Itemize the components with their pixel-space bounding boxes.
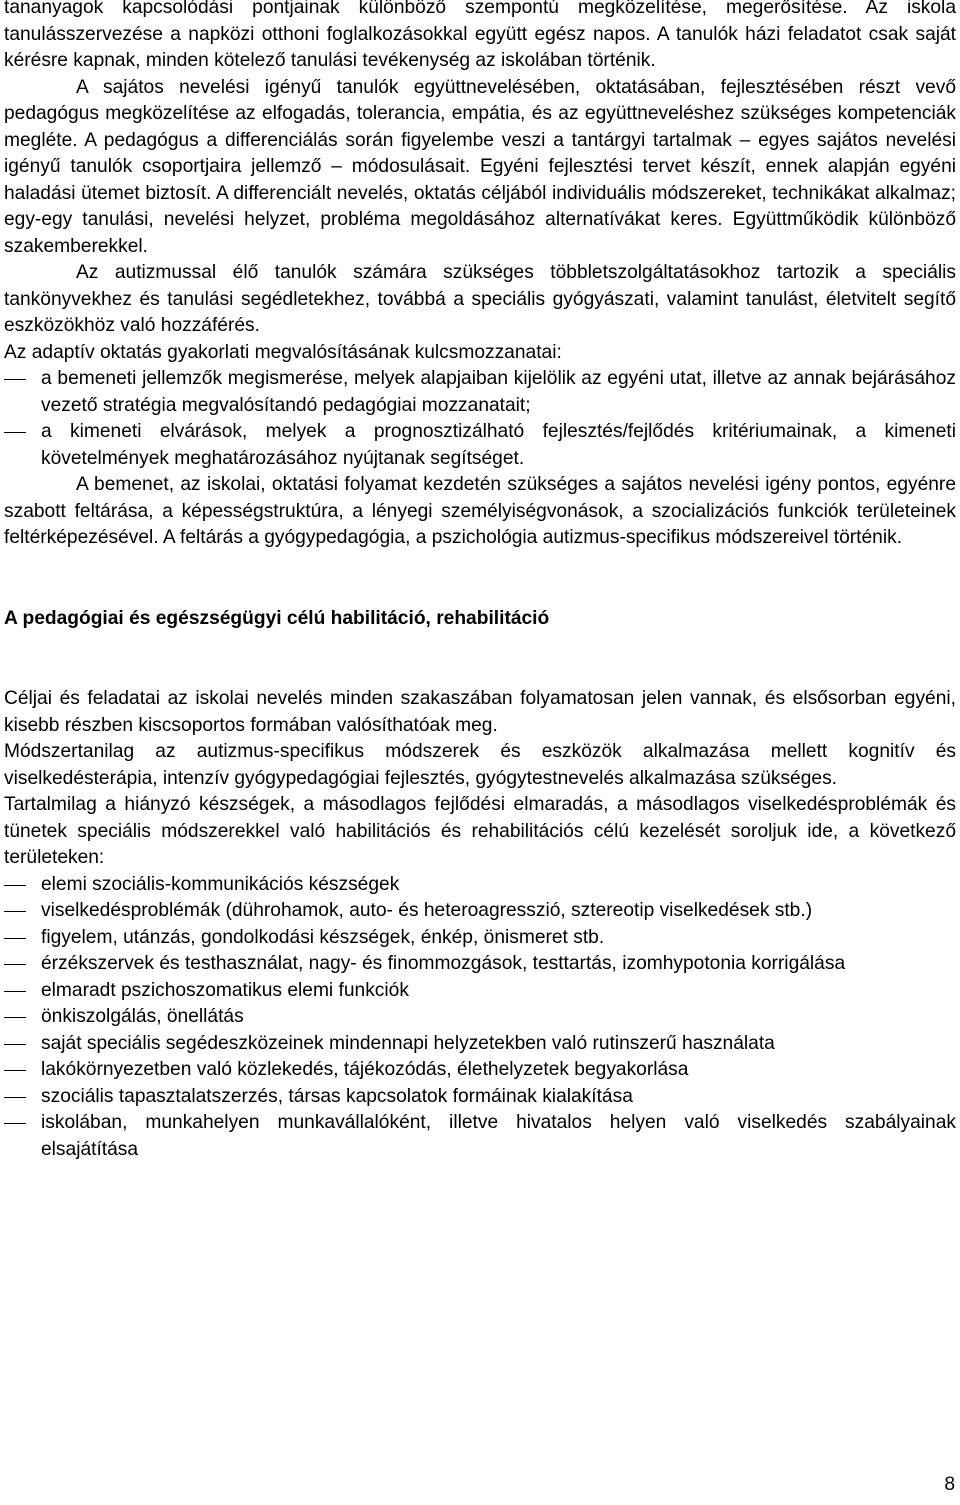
list-item-text: a kimeneti elvárások, melyek a prognosztizálható fejlesztés/fejlődés kritériumainak, a kimeneti követelmények meghatározásához nyújtanak segítséget. <box>41 421 956 469</box>
list-item-text: iskolában, munkahelyen munkavállalóként, illetve hivatalos helyen való viselkedés szabályainak elsajátítása <box>41 1112 956 1160</box>
list-item <box>4 898 956 925</box>
paragraph-content-areas: Tartalmilag a hiányzó készségek, a másodlagos fejlődési elmaradás, a másodlagos viselkedésproblémák és tünetek speciális módszerekkel való habilitációs és rehabilitációs célú kezelését soroljuk ide, a következő területeken: <box>4 794 956 868</box>
dash-bullet-icon <box>4 911 26 912</box>
list-item <box>4 951 956 978</box>
paragraph-methodology: Módszertanilag az autizmus-specifikus módszerek és eszközök alkalmazása mellett kognitív és viselkedésterápia, intenzív gyógypedagógiai fejlesztés, gyógytestnevelés alkalmazása szükséges. <box>4 741 956 789</box>
list-item <box>4 1110 956 1163</box>
dash-bullet-icon <box>4 379 26 380</box>
dash-bullet-icon <box>4 1123 26 1124</box>
list-item-text: érzékszervek és testhasználat, nagy- és finommozgások, testtartás, izomhypotonia korrigálása <box>41 953 846 974</box>
list-item-text: viselkedésproblémák (dührohamok, auto- és heteroagresszió, sztereotip viselkedések stb.) <box>41 900 813 921</box>
document-page <box>4 0 956 1163</box>
list-item-text: saját speciális segédeszközeinek mindennapi helyzetekben való rutinszerű használata <box>41 1032 775 1054</box>
paragraph-input-assessment: A bemenet, az iskolai, oktatási folyamat kezdetén szükséges a sajátos nevelési igény pontos, egyénre szabott feltárása, a képességstruktúra, a lényegi személyiségvonások, a szocializációs funkciók területeinek feltérképezésével. A feltárás a gyógypedagógia, a pszichológia autizmus-specifikus módszereivel történik. <box>4 474 956 548</box>
paragraph-goals: Céljai és feladatai az iskolai nevelés minden szakaszában folyamatosan jelen vannak, és elsősorban egyéni, kisebb részben kiscsoportos formában valósíthatóak meg. <box>4 688 956 736</box>
list-item-text: lakókörnyezetben való közlekedés, tájékozódás, élethelyzetek begyakorlása <box>41 1059 689 1080</box>
paragraph-adaptive-key-points: Az adaptív oktatás gyakorlati megvalósításának kulcsmozzanatai: <box>4 341 562 363</box>
list-item <box>4 1004 956 1031</box>
list-item-text: önkiszolgálás, önellátás <box>41 1006 244 1027</box>
development-areas-list <box>4 872 956 1164</box>
page-number: 8 <box>944 1474 955 1495</box>
list-item-text: figyelem, utánzás, gondolkodási készségek, énkép, önismeret stb. <box>41 926 605 948</box>
dash-bullet-icon <box>4 885 26 886</box>
list-item <box>4 1031 956 1058</box>
list-item-text: elmaradt pszichoszomatikus elemi funkciók <box>41 979 409 1001</box>
dash-bullet-icon <box>4 432 26 433</box>
list-item-text: szociális tapasztalatszerzés, társas kapcsolatok formáinak kialakítása <box>41 1085 633 1107</box>
dash-bullet-icon <box>4 1044 26 1045</box>
list-item-text: elemi szociális-kommunikációs készségek <box>41 873 400 895</box>
section-heading: A pedagógiai és egészségügyi célú habilitáció, rehabilitáció <box>4 607 550 629</box>
list-item <box>4 1084 956 1111</box>
paragraph-study-organization: tananyagok kapcsolódási pontjainak különböző szempontú megközelítése, megerősítése. Az iskola tanulásszervezése a napközi otthoni foglalkozásokkal együtt egész napos. A tanulók házi feladatot csak saját kérésre kapnak, minden kötelező tanulási tevékenység az iskolában történik. <box>4 0 956 71</box>
list-item <box>4 419 956 472</box>
list-item <box>4 872 956 899</box>
list-item <box>4 978 956 1005</box>
dash-bullet-icon <box>4 964 26 965</box>
dash-bullet-icon <box>4 938 26 939</box>
dash-bullet-icon <box>4 1017 26 1018</box>
paragraph-extra-services: Az autizmussal élő tanulók számára szükséges többletszolgáltatásokhoz tartozik a speciális tankönyvekhez és tanulási segédletekhez, továbbá a speciális gyógyászati, valamint tanulást, életvitelt segítő eszközökhöz való hozzáférés. <box>4 262 956 336</box>
dash-bullet-icon <box>4 991 26 992</box>
list-item <box>4 925 956 952</box>
dash-bullet-icon <box>4 1070 26 1071</box>
adaptive-key-points-list <box>4 366 956 472</box>
list-item-text: a bemeneti jellemzők megismerése, melyek alapjaiban kijelölik az egyéni utat, illetve az annak bejárásához vezető stratégia megvalósítandó pedagógiai mozzanatait; <box>41 368 956 416</box>
paragraph-inclusive-education: A sajátos nevelési igényű tanulók együttnevelésében, oktatásában, fejlesztésében részt vevő pedagógus megközelítése az elfogadás, tolerancia, empátia, és az együttneveléshez szükséges kompetenciák megléte. A pedagógus a differenciálás során figyelembe veszi a tantárgyi tartalmak – egyes sajátos nevelési igényű tanulók csoportjaira jellemző – módosulásait. Egyéni fejlesztési tervet készít, ennek alapján egyéni haladási ütemet biztosít. A differenciált nevelés, oktatás céljából individuális módszereket, technikákat alkalmaz; egy-egy tanulási, nevelési helyzet, probléma megoldásához alternatívákat keres. Együttműködik különböző szakemberekkel. <box>4 76 956 257</box>
list-item <box>4 366 956 419</box>
list-item <box>4 1057 956 1084</box>
dash-bullet-icon <box>4 1097 26 1098</box>
